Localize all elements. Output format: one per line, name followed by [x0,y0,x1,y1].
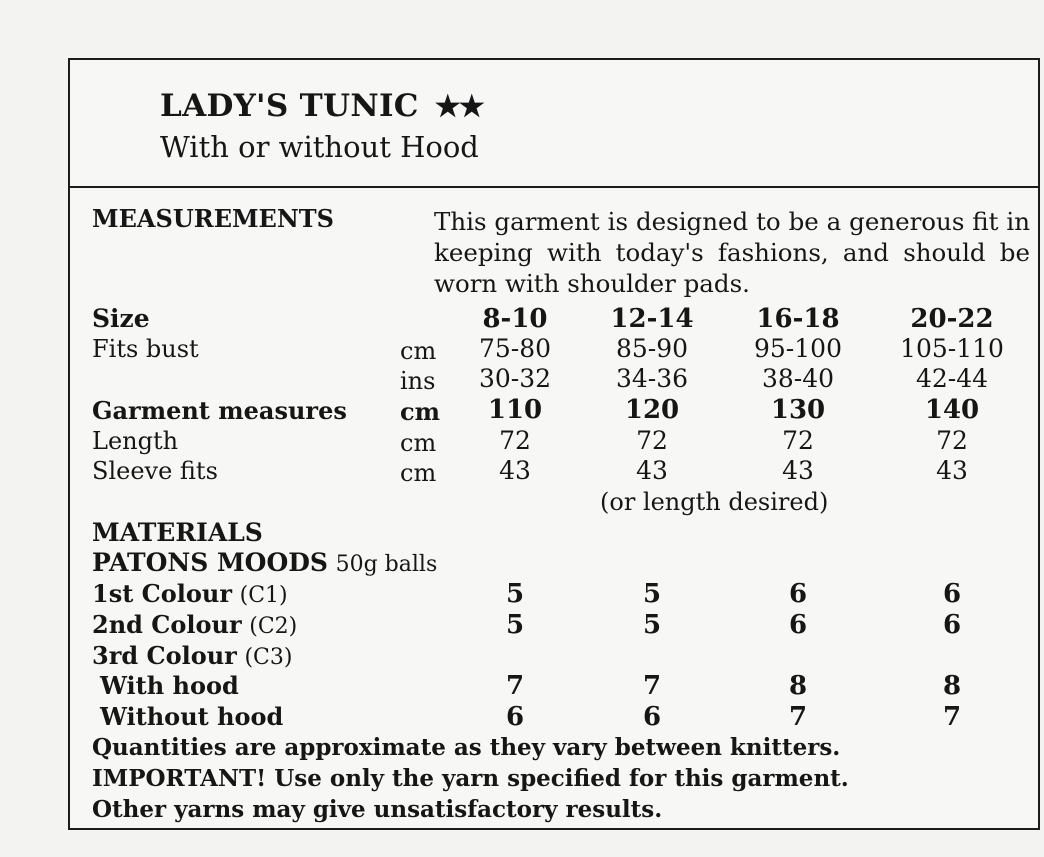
size-header: 20-22 [910,304,994,334]
measurement-value: 72 [782,426,814,455]
pattern-subtitle: With or without Hood [160,130,479,164]
measurement-value: 43 [636,456,668,485]
measurement-value: 72 [936,426,968,455]
colour-row-label: 1st Colour (C1) [92,579,288,608]
size-header: 16-18 [756,304,840,334]
materials-heading: MATERIALS [92,518,263,547]
ball-count: 7 [942,702,962,732]
note-line: IMPORTANT! Use only the yarn specified for this garment. [92,765,849,792]
unit-label: cm [400,397,441,426]
row-label: Sleeve fits [92,457,218,485]
measurement-value: 43 [936,456,968,485]
yarn-unit: 50g balls [335,552,438,577]
measurement-value: 72 [499,426,531,455]
ball-count: 5 [642,579,662,609]
measurement-value: 75-80 [478,334,552,363]
unit-label: cm [400,429,437,457]
measurement-value: 140 [924,395,980,425]
ball-count: 5 [505,610,525,640]
size-label: Size [92,304,150,333]
ball-count: 7 [642,671,662,701]
measurements-intro: This garment is designed to be a generous fit in keeping with today's fashions, and should be worn with shoulder pads. [434,207,1030,298]
measurement-value: 130 [770,395,826,425]
measurement-value: 43 [782,456,814,485]
title-text: LADY'S TUNIC [160,88,419,124]
unit-label: ins [400,367,436,395]
ball-count: 8 [788,671,808,701]
ball-count: 7 [788,702,808,732]
sleeve-note: (or length desired) [600,488,829,516]
size-header: 12-14 [610,304,694,334]
yarn-name: PATONS MOODS [92,548,328,577]
ball-count: 6 [788,610,808,640]
unit-label: cm [400,459,437,487]
ball-count: 5 [505,579,525,609]
option-row-label: Without hood [100,702,284,731]
measurement-value: 85-90 [615,334,689,363]
measurement-value: 42-44 [915,364,989,393]
difficulty-stars-icon: ★★ [434,89,483,123]
pattern-title [160,88,483,124]
option-row-label: With hood [100,671,239,700]
ball-count: 8 [942,671,962,701]
colour-row-label: 2nd Colour (C2) [92,610,298,639]
pattern-body [70,186,1038,828]
note-line: Quantities are approximate as they vary between knitters. [92,734,841,761]
ball-count: 6 [942,610,962,640]
note-line: Other yarns may give unsatisfactory results. [92,796,663,823]
unit-label: cm [400,337,437,365]
row-label: Fits bust [92,335,199,363]
measurement-value: 43 [499,456,531,485]
row-label: Length [92,427,179,455]
ball-count: 6 [942,579,962,609]
measurement-value: 110 [487,395,543,425]
measurements-heading: MEASUREMENTS [92,204,334,233]
size-header: 8-10 [482,304,548,334]
measurement-value: 30-32 [478,364,552,393]
measurement-value: 120 [624,395,680,425]
measurement-value: 72 [636,426,668,455]
colour-row-label: 3rd Colour (C3) [92,641,293,670]
measurement-value: 95-100 [754,334,842,363]
measurement-value: 34-36 [615,364,689,393]
yarn-line [92,548,437,580]
row-label: Garment measures [92,396,347,425]
measurement-value: 105-110 [900,334,1004,363]
ball-count: 6 [642,702,662,732]
measurement-value: 38-40 [761,364,835,393]
pattern-info-box [68,58,1040,830]
ball-count: 5 [642,610,662,640]
pattern-header [70,60,1038,188]
ball-count: 6 [788,579,808,609]
ball-count: 7 [505,671,525,701]
ball-count: 6 [505,702,525,732]
